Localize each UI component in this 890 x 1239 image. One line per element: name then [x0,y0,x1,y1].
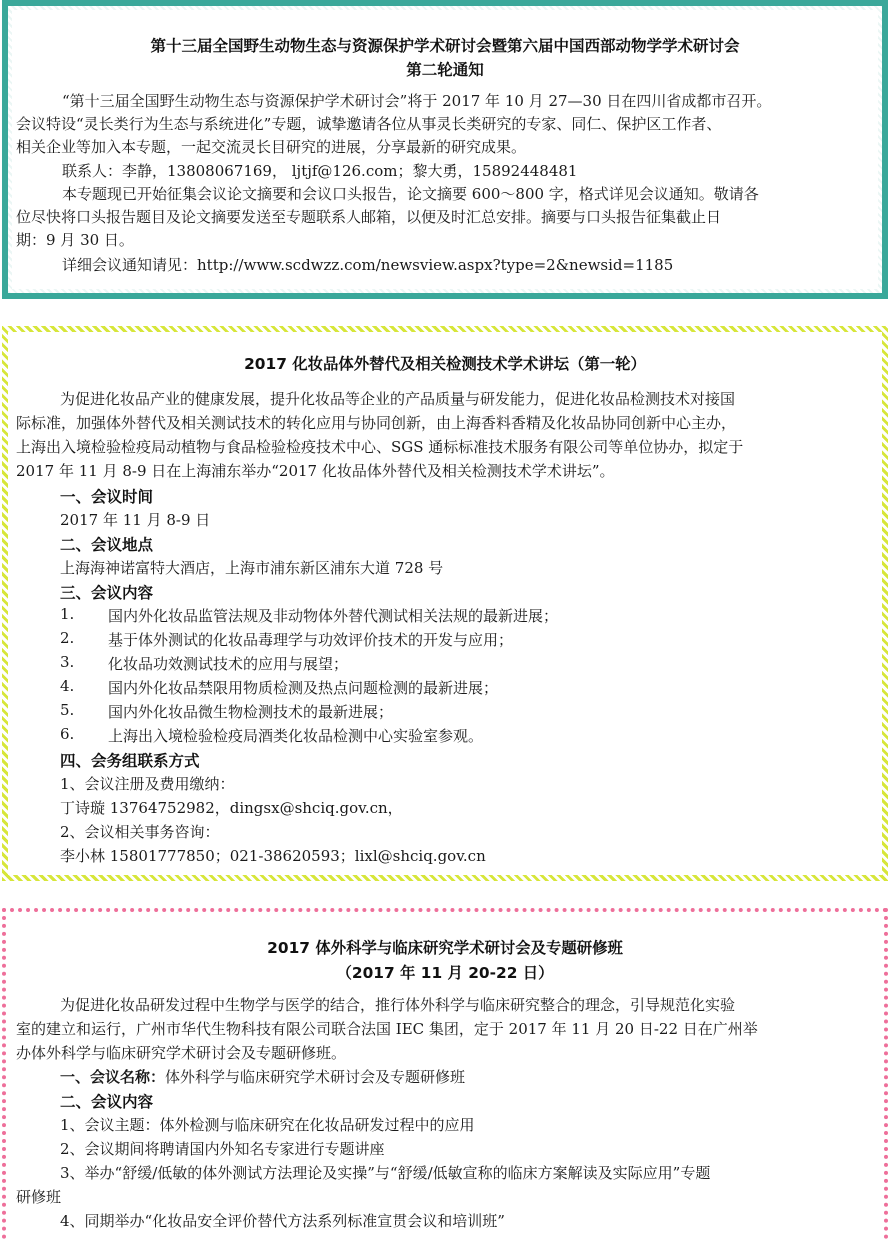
list-item-text: 基于体外测试的化妆品毒理学与功效评价技术的开发与应用； [108,631,514,649]
notice3-intro-line: 为促进化妆品研发过程中生物学与医学的结合，推行体外科学与临床研究整合的理念，引导规范化实验 [60,996,736,1014]
notice3-meeting-name-text: 体外科学与临床研究学术研讨会及专题研修班 [165,1068,466,1086]
notice2-section-heading: 一、会议时间 [60,488,154,506]
list-item-text: 上海出入境检验检疫局酒类化妆品检测中心实验室参观。 [108,727,484,745]
notice1-title-line1: 第十三届全国野生动物生态与资源保护学术研讨会暨第六届中国西部动物学学术研讨会 [150,37,740,55]
notice1-line: 相关企业等加入本专题，一起交流灵长目研究的进展，分享最新的研究成果。 [16,138,527,156]
notice3-title-line2: （2017 年 11 月 20-22 日） [336,964,554,982]
notice2-contact-line: 1、会议注册及费用缴纳： [60,775,235,793]
notice3-content-line: 4、同期举办“化妆品安全评价替代方法系列标准宣贯会议和培训班” [60,1212,505,1230]
notice2-title: 2017 化妆品体外替代及相关检测技术学术讲坛（第一轮） [244,355,646,373]
notice2-intro-line: 上海出入境检验检疫局动植物与食品检验检疫技术中心、SGS 通标标准技术服务有限公司等单位协办，拟定于 [16,438,744,456]
notice2-date-text: 2017 年 11 月 8-9 日 [60,511,211,529]
notice2-section-heading: 二、会议地点 [60,536,154,554]
notice3-content-line: 研修班 [16,1188,62,1206]
notice-box-wildlife-conference [2,0,888,299]
notice-box-inner [12,10,878,289]
notice3-content-line: 2、会议期间将聘请国内外知名专家进行专题讲座 [60,1140,385,1158]
notice1-line: 本专题现已开始征集会议论文摘要和会议口头报告，论文摘要 600～800 字，格式详见会议通知。敬请各 [62,185,759,203]
notice1-line: 位尽快将口头报告题目及论文摘要发送至专题联系人邮箱，以便及时汇总安排。摘要与口头报告征集截止日 [16,208,722,226]
notice2-contact-line: 2、会议相关事务咨询： [60,823,220,841]
notice2-intro-line: 为促进化妆品产业的健康发展，提升化妆品等企业的产品质量与研发能力，促进化妆品检测技术对接国 [60,390,736,408]
notice3-section-heading: 二、会议内容 [60,1093,154,1111]
notice2-section-heading: 四、会务组联系方式 [60,752,200,770]
notice2-contact-line: 丁诗璇 13764752982，dingsx@shciq.gov.cn， [60,799,403,817]
notice1-line: “第十三届全国野生动物生态与资源保护学术研讨会”将于 2017 年 10 月 27—30 日在四川省成都市召开。 [62,92,772,110]
notice3-content-line: 1、会议主题：体外检测与临床研究在化妆品研发过程中的应用 [60,1116,475,1134]
notice2-intro-line: 际标准，加强体外替代及相关测试技术的转化应用与协同创新，由上海香料香精及化妆品协同创新中心主办， [16,414,737,432]
notice3-content-line: 3、举办“舒缓/低敏的体外测试方法理论及实操”与“舒缓/低敏宣称的临床方案解读及实际应用”专题 [60,1164,711,1182]
list-item-text: 国内外化妆品微生物检测技术的最新进展； [108,703,394,721]
list-item-text: 化妆品功效测试技术的应用与展望； [108,655,349,673]
notice1-title-line2: 第二轮通知 [406,61,484,79]
notice-box-in-vitro-seminar [2,908,888,1239]
list-item-number: 1. [60,605,75,623]
list-item-number: 2. [60,629,75,647]
list-item-number: 6. [60,725,75,743]
list-item-number: 5. [60,701,75,719]
notice3-intro-line: 室的建立和运行，广州市华代生物科技有限公司联合法国 IEC 集团，定于 2017 年 11 月 20 日-22 日在广州举 [16,1020,758,1038]
notice1-contact-line: 联系人：李静，13808067169， ljtjf@126.com；黎大勇，15892448481 [62,162,578,180]
notice2-contact-line: 李小林 15801777850；021-38620593；lixl@shciq.gov.cn [60,847,486,865]
notice1-line: 会议特设“灵长类行为生态与系统进化”专题，诚挚邀请各位从事灵长类研究的专家、同仁、保护区工作者、 [16,115,722,133]
list-item-number: 4. [60,677,75,695]
notice3-title-line1: 2017 体外科学与临床研究学术研讨会及专题研修班 [267,939,623,957]
notice2-venue-text: 上海海神诺富特大酒店，上海市浦东新区浦东大道 728 号 [60,559,444,577]
notice3-meeting-name [60,1066,465,1087]
notice-box-cosmetics-forum [2,326,888,881]
notice2-section-heading: 三、会议内容 [60,584,154,602]
list-item-text: 国内外化妆品监管法规及非动物体外替代测试相关法规的最新进展； [108,607,559,625]
list-item-text: 国内外化妆品禁限用物质检测及热点问题检测的最新进展； [108,679,499,697]
list-item-number: 3. [60,653,75,671]
notice1-url-line: 详细会议通知请见：http://www.scdwzz.com/newsview.aspx?type=2&newsid=1185 [62,256,674,274]
notice2-intro-line: 2017 年 11 月 8-9 日在上海浦东举办“2017 化妆品体外替代及相关检测技术学术讲坛”。 [16,462,615,480]
notice3-intro-line: 办体外科学与临床研究学术研讨会及专题研修班。 [16,1044,347,1062]
notice1-line: 期：9 月 30 日。 [16,231,134,249]
notice3-meeting-name-label: 一、会议名称： [60,1068,166,1086]
